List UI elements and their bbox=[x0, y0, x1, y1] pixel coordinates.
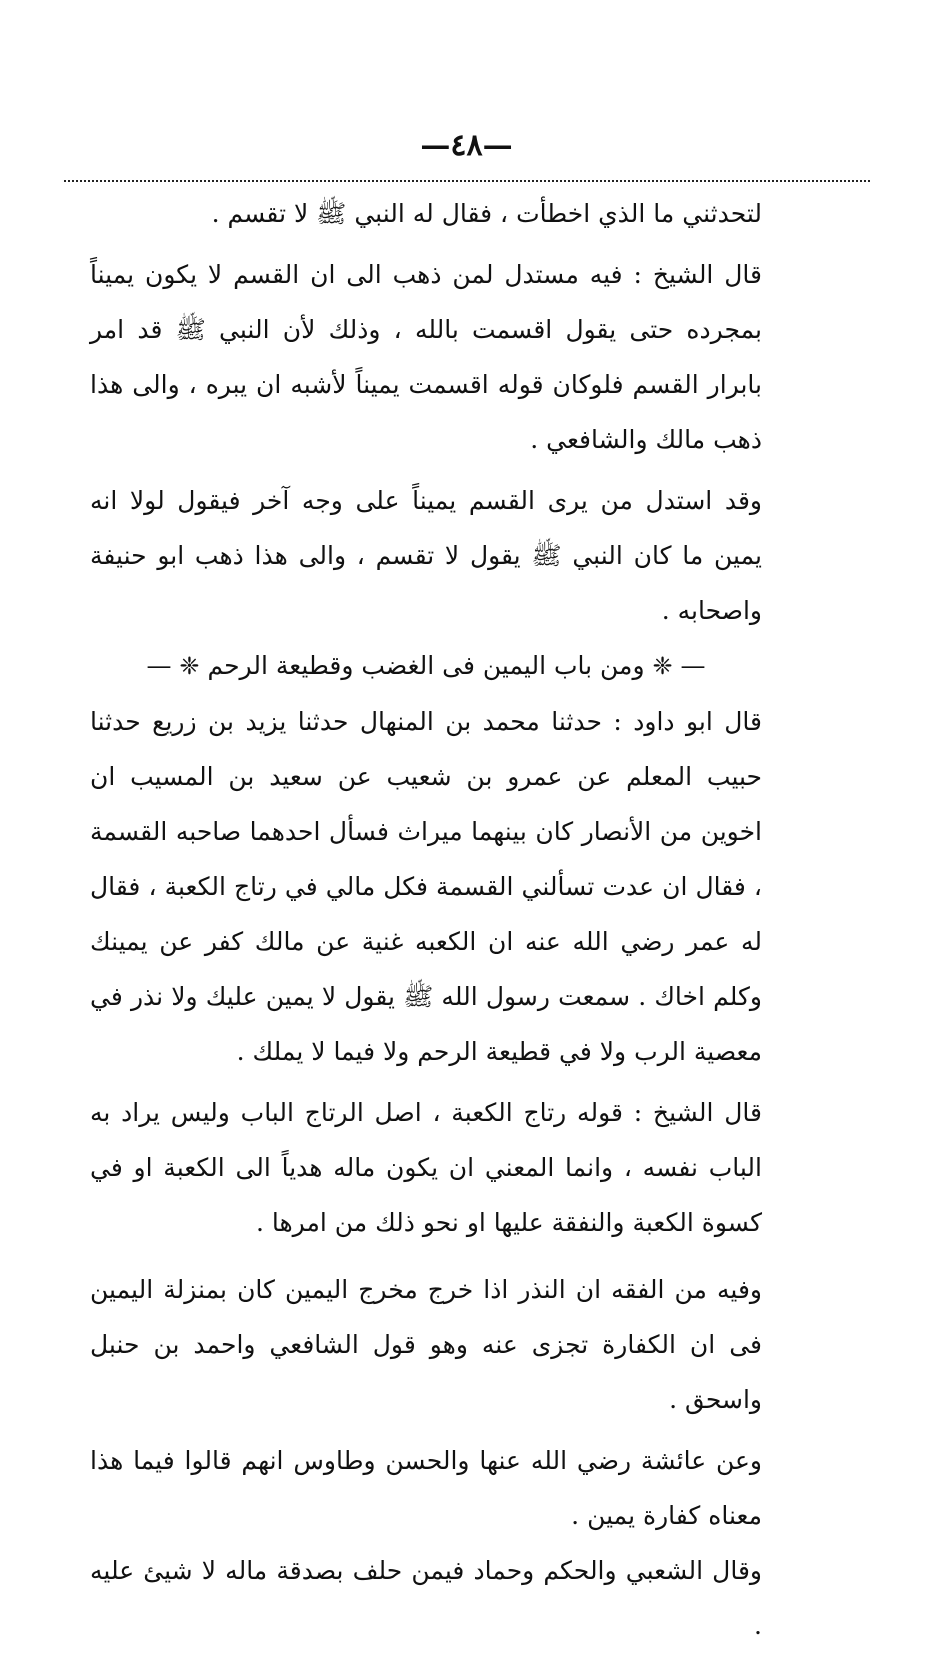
header-divider bbox=[64, 180, 870, 182]
page-body bbox=[90, 186, 762, 1653]
paragraph-4: قال ابو داود : حدثنا محمد بن المنهال حدثنا يزيد بن زريع حدثنا حبيب المعلم عن عمرو بن شعيب عن سعيد بن المسيب ان اخوين من الأنصار كان بينهما ميراث فسأل احدهما صاحبه القسمة ، فقال ان عدت تسألني القسمة فكل مالي في رتاج الكعبة ، فقال له عمر رضي الله عنه ان الكعبه غنية عن مالك كفر عن يمينك وكلم اخاك . سمعت رسول الله ﷺ يقول لا يمين عليك ولا نذر في معصية الرب ولا في قطيعة الرحم ولا فيما لا يملك . bbox=[90, 707, 762, 1066]
paragraph-8: وقال الشعبي والحكم وحماد فيمن حلف بصدقة ماله لا شيئ عليه . bbox=[90, 1556, 762, 1640]
paragraph-7: وعن عائشة رضي الله عنها والحسن وطاوس انهم قالوا فيما هذا معناه كفارة يمين . bbox=[90, 1446, 762, 1530]
heading-dash-left: — bbox=[146, 651, 172, 680]
heading-dash-right: — bbox=[680, 651, 706, 680]
paragraph-5: قال الشيخ : قوله رتاج الكعبة ، اصل الرتاج الباب وليس يراد به الباب نفسه ، وانما المعني ان يكون ماله هدياً الى الكعبة او في كسوة الكعبة والنفقة عليها او نحو ذلك من امرها . bbox=[90, 1098, 762, 1237]
page-number: —٤٨— bbox=[420, 128, 513, 163]
ornament-right-icon: ❈ bbox=[652, 652, 673, 680]
paragraph-2: قال الشيخ : فيه مستدل لمن ذهب الى ان القسم لا يكون يميناً بمجرده حتى يقول اقسمت بالله ، وذلك لأن النبي ﷺ قد امر بابرار القسم فلوكان قوله اقسمت يميناً لأشبه ان يبره ، والى هذا ذهب مالك والشافعي . bbox=[90, 260, 762, 454]
heading-text: ومن باب اليمين فى الغضب وقطيعة الرحم bbox=[207, 651, 645, 680]
paragraph-1: لتحدثني ما الذي اخطأت ، فقال له النبي ﷺ لا تقسم . bbox=[211, 199, 762, 228]
chapter-heading bbox=[90, 638, 762, 694]
ornament-left-icon: ❈ bbox=[179, 652, 200, 680]
paragraph-3: وقد استدل من يرى القسم يميناً على وجه آخر فيقول لولا انه يمين ما كان النبي ﷺ يقول لا تقسم ، والى هذا ذهب ابو حنيفة واصحابه . bbox=[90, 486, 762, 625]
paragraph-6: وفيه من الفقه ان النذر اذا خرج مخرج اليمين كان بمنزلة اليمين فى ان الكفارة تجزى عنه وهو قول الشافعي واحمد بن حنبل واسحق . bbox=[90, 1275, 762, 1414]
